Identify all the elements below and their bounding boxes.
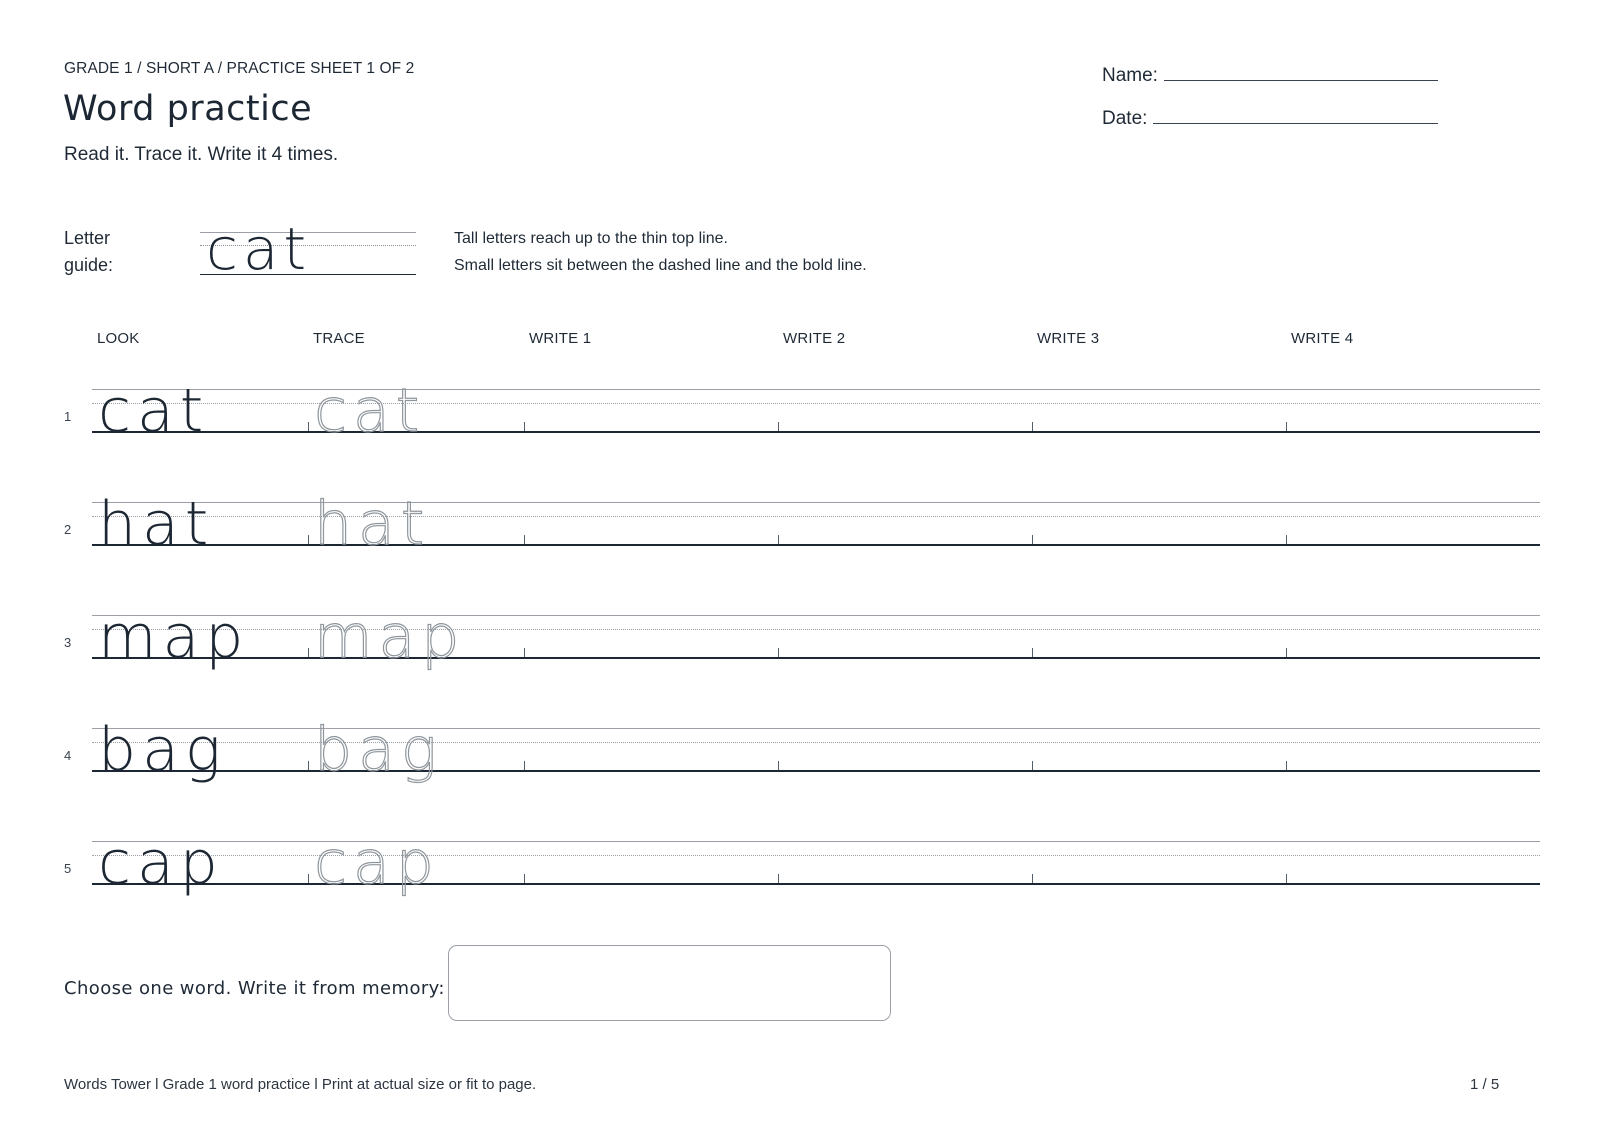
row-number: 1 [64,409,72,424]
look-word: map [98,602,250,672]
write-2-area[interactable] [778,648,779,657]
row-number: 3 [64,635,72,650]
row-top-line [92,728,1540,729]
look-word: cap [98,828,224,898]
page-title: Word practice [63,89,313,129]
practice-row [0,376,1600,449]
column-header-trace: TRACE [313,330,365,347]
write-2-area[interactable] [778,535,779,544]
date-write-line[interactable] [1153,105,1438,124]
write-3-area[interactable] [1032,761,1033,770]
trace-word[interactable]: cap [314,828,440,898]
row-number: 5 [64,861,72,876]
trace-word[interactable]: map [314,602,466,672]
row-dashed-line [92,742,1540,743]
look-word: cat [98,376,210,446]
row-base-line [92,431,1540,433]
memory-prompt: Choose one word. Write it from memory: [64,978,445,999]
write-3-area[interactable] [1032,422,1033,431]
practice-row [0,489,1600,562]
note-tall-letters: Tall letters reach up to the thin top line. [454,230,728,247]
write-2-area[interactable] [778,422,779,431]
column-header-look: LOOK [97,330,140,347]
column-header-write-1: WRITE 1 [529,330,592,347]
row-base-line [92,770,1540,772]
trace-word[interactable]: bag [314,715,443,785]
row-dashed-line [92,855,1540,856]
write-2-area[interactable] [778,761,779,770]
row-dashed-line [92,403,1540,404]
row-top-line [92,841,1540,842]
trace-start-tick [308,535,309,544]
trace-start-tick [308,874,309,883]
trace-start-tick [308,422,309,431]
letter-guide-label-line1: Letter [64,228,111,248]
row-dashed-line [92,516,1540,517]
row-dashed-line [92,629,1540,630]
guide-example-word: cat [206,215,312,283]
practice-row [0,602,1600,675]
write-2-area[interactable] [778,874,779,883]
column-header-write-3: WRITE 3 [1037,330,1100,347]
sheet-breadcrumb: GRADE 1 / SHORT A / PRACTICE SHEET 1 OF 2 [64,60,415,77]
row-base-line [92,544,1540,546]
letter-guide-label-line2: guide: [64,255,114,275]
trace-word[interactable]: hat [314,489,431,559]
page-number: 1 / 5 [1470,1076,1500,1093]
write-3-area[interactable] [1032,535,1033,544]
look-word: bag [98,715,227,785]
column-header-write-4: WRITE 4 [1291,330,1354,347]
note-small-letters: Small letters sit between the dashed line and the bold line. [454,257,867,274]
row-number: 2 [64,522,72,537]
write-4-area[interactable] [1286,648,1287,657]
footer-text: Words Tower l Grade 1 word practice l Print at actual size or fit to page. [64,1076,537,1093]
memory-answer-box[interactable] [448,945,891,1021]
practice-row [0,715,1600,788]
letter-guide-label [64,225,154,279]
date-field[interactable] [1102,105,1438,130]
letter-guide-example [200,215,416,283]
write-1-area[interactable] [524,874,525,883]
trace-start-tick [308,648,309,657]
look-word: hat [98,489,215,559]
column-header-write-2: WRITE 2 [783,330,846,347]
row-number: 4 [64,748,72,763]
name-label: Name: [1102,65,1158,86]
write-1-area[interactable] [524,761,525,770]
name-write-line[interactable] [1164,62,1438,81]
write-4-area[interactable] [1286,535,1287,544]
write-3-area[interactable] [1032,648,1033,657]
write-4-area[interactable] [1286,761,1287,770]
instructions-subtitle: Read it. Trace it. Write it 4 times. [64,144,339,165]
practice-row [0,828,1600,901]
write-1-area[interactable] [524,648,525,657]
write-1-area[interactable] [524,422,525,431]
write-4-area[interactable] [1286,422,1287,431]
write-1-area[interactable] [524,535,525,544]
name-field[interactable] [1102,62,1438,87]
write-3-area[interactable] [1032,874,1033,883]
trace-start-tick [308,761,309,770]
row-top-line [92,389,1540,390]
row-top-line [92,615,1540,616]
write-4-area[interactable] [1286,874,1287,883]
row-base-line [92,657,1540,659]
row-top-line [92,502,1540,503]
trace-word[interactable]: cat [314,376,426,446]
letter-guide-notes [454,225,867,279]
row-base-line [92,883,1540,885]
date-label: Date: [1102,108,1148,129]
